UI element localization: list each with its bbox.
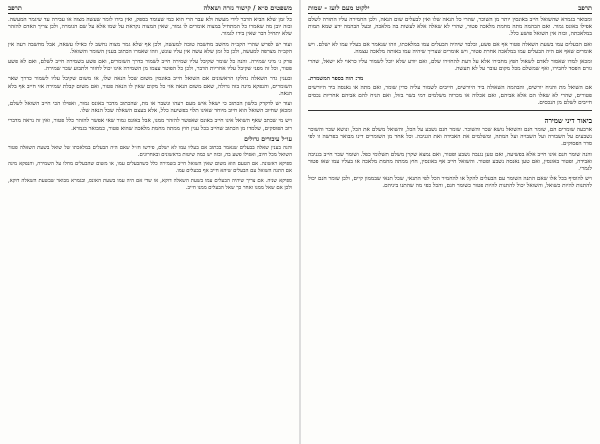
right-paragraph: ארבעה שומרים הם, שומר חנם והשואל נושא שכר והשוכר. שומר חנם נשבע על הכל, והשואל משלם את הכל, ונושא שכר והשוכר נשבעים על השבורה ועל השבויה ועל המתה, ומשלמים את האבידה ואת הגניבה. וכל אחד מן השומרים דינו מבואר בפרשה זו לפי סדר הפסוקים.: [308, 127, 592, 148]
right-paragraph: והנה שומר חנם אינו חייב אלא בפשיעה, ואם טען נגנבה נשבע ופטור, ואם נמצא שקרן משלם תשלומי כפל. ושומר שכר חייב בגניבה ואבידה, ופטור באונסין, ואם טען נאנסה נשבע ופטור. והשואל חייב אף באונסין, חוץ ממתה מחמת מלאכה או בעליו עמו שאז פטור לגמרי.: [308, 151, 592, 173]
right-paragraph: ואם הבעלים עמו בשעת השאלה פטור אף אם פשע, ובלבד שיהיה הבעלים עמו במלאכתו, וזהו שנאמר אם בעליו עמו לא ישלם. ויש אומרים שאף אם היה הבעלים עמו במלאכה אחרת פטור, ויש אומרים שצריך שיהיה עמו באותה מלאכה עצמה.: [308, 41, 592, 55]
right-page: [308, 4, 592, 440]
left-page-header: [8, 4, 292, 14]
left-paragraph: ועוד יש לפרש שהרי הקב״ה מחשב מחשבה טובה למעשה, ולכן אף שלא גמר מצוה נחשב לו כאילו עשאה, אבל מחשבה רעה אין הקב״ה מצרפה למעשה, ולכן כל זמן שלא עשה אין עליו עונש, וזהו שאמרו הכתוב בענין השומר והשואל.: [8, 41, 292, 55]
left-paragraph: ועוד יש לדקדק בלשון הכתוב כי ישאל איש מעם רעהו ונשבר או מת, שהכתוב מדבר באונס גמור, ואפילו הכי חייב השואל לשלם, ומכאן שחיוב השואל הוא חיוב מיוחד שאינו תלוי בפשיעה כלל, אלא בעצם השאלה שכל הנאה שלו.: [8, 101, 292, 115]
right-paragraph: ומכאן למדו שאסור לאדם לשאול חפץ מחבירו אלא על דעת להחזירו שלם, ואם יודע שלא יוכל לשמור עליו כראוי לא ישאל, שהרי גורם הפסד לחבירו, ואף שמשלם מכל מקום עובר על לא תעשה.: [308, 59, 592, 73]
section-divider: [308, 110, 592, 111]
left-paragraph: ספיקא ראשונה. אם הטעם הוא משום שאין השואל חייב בשמירה כלל כשהבעלים עמו, או משום שהבעלים מחלו על השמירה, והנפקא מינה אם התנה השואל עם הבעלים שיהא חייב אף בבעלים עמו.: [8, 161, 292, 175]
right-page-header-title: ילקוט מעם לועז - שמות: [308, 4, 370, 12]
right-paragraph: אם השואל מת והניח יורשים, והבהמה השאולה ביד היורשים, חייבים לשמור עליה כדין שומר, ואם מתה או נאנסה ביד היורשים פטורים, שהרי לא שאלו הם אלא אביהם, ואם אכלוה או מכרוה משלמים דמי בשר בזול, ואם הניח להם אביהם אחריות נכסים חייבים לשלם מן הנכסים.: [308, 85, 592, 106]
left-paragraph: פרק ג׳ מיני שמירה. והנה כל שומר שקיבל עליו שמירה חייב לשמור כדרך השומרים, ואם פשע בשמירה חייב לשלם, ואם לא פשע פטור, וכל זה מפני שקיבל עליו אחריות הדבר, ולכן כל הפוטר עצמו מן השמירה אינו יכול לחזור ולתבוע שכר שמירה.: [8, 59, 292, 73]
left-page-header-right: משפטים ס״א / קישור גזרה ושאלה: [203, 4, 292, 12]
right-page-header: [308, 4, 592, 14]
left-subheading: עו״ל עיבורים גדולים: [244, 135, 292, 143]
left-paragraph: כל זמן שלא הביא הדבר לידי מעשה ולא עבר הרי הוא כמי שעומד בספק, ואין בידו לומר שעשה מצוה או עבירה עד שיגמר המעשה. ובזה יובן מה שאמרו כל המתחיל במצוה אומרים לו גמור, שאין המצוה נקראת על שמו אלא על שם הגומרה, ולכן צריך האדם להזהר שלא יתחיל דבר שאין בידו לגמור.: [8, 17, 292, 38]
right-paragraph: ומבואר בגמרא שהשואל חייב באונסין יותר מן השוכר, שהרי כל הנאה שלו ואין לבעלים שום הנאה, ולכן החמירה עליו התורה לשלם אפילו באונס גמור. ואם הבהמה מתה מחמת מלאכה פטור, שהרי לא שאלה אלא לעשות בה מלאכה, ובעל הבהמה ידע שמא תמות במלאכתה, ובזה אין השואל פושע כלל.: [308, 17, 592, 38]
left-paragraph: ויש מי שכתב שאף השואל אינו חייב באונס שאפשר להזהר ממנו, אבל באונס גמור שאי אפשר להזהר כלל פטור, ואין זה נראה מדברי רוב הפוסקים, שלמדו מן הכתוב שחייב בכל ענין חוץ ממתה מחמת מלאכה שהוא פטור, כמבואר בגמרא.: [8, 118, 292, 132]
left-paragraph: ובענין גדר השאלה נחלקו הראשונים אם השואל חייב באונסין משום שכל הנאה שלו, או משום שקיבל עליו לשמור כדרך שאר השומרים, והנפקא מינה בזה גדולה, שאם משום הנאה אזי כל מקום שאין לו הנאה פטור, ואם משום קבלת שמירה אזי חייב אף בלא הנאה.: [8, 76, 292, 97]
book-gutter: [299, 0, 301, 444]
left-paragraph: ספיקא שניה. אם צריך שיהיה הבעלים עמו בשעת השאלה דוקא, או שדי אם היה עמו בשעת האונס, ובגמרא מבואר שבשעת השאלה דוקא, ולכן אם שאל ממנו ואחר כך שאל הבעלים ממנו חייב.: [8, 178, 292, 191]
right-section-heading: ביאור דיני שמירה: [544, 116, 592, 126]
left-paragraph: והנה בענין שאלה בבעלים שנאמר בכתוב אם בעליו עמו לא ישלם, פירשו חז״ל שאם היה הבעלים במלאכתו של שואל בשעת השאלה פטור השואל מכל חיוב, ואפילו פשע בה, ובזה יש כמה שיטות בראשונים ובאחרונים.: [8, 144, 292, 158]
left-page: [8, 4, 292, 440]
right-endnote: מד: הוה בספר המשמרת.: [308, 76, 364, 83]
left-page-number: תרפב: [8, 4, 22, 12]
right-paragraph: ויש להוסיף בכל אלו שאם התנה השומר עם הבעלים להקל או להחמיר הכל לפי התנאי, שכל תנאי שבממון קיים, ולכן שומר חנם יכול להתנות להיות כשואל, והשואל יכול להתנות להיות פטור כשומר חנם, והכל כפי מה שהתנו ביניהם.: [308, 176, 592, 190]
right-page-number: תרפב: [578, 4, 592, 12]
